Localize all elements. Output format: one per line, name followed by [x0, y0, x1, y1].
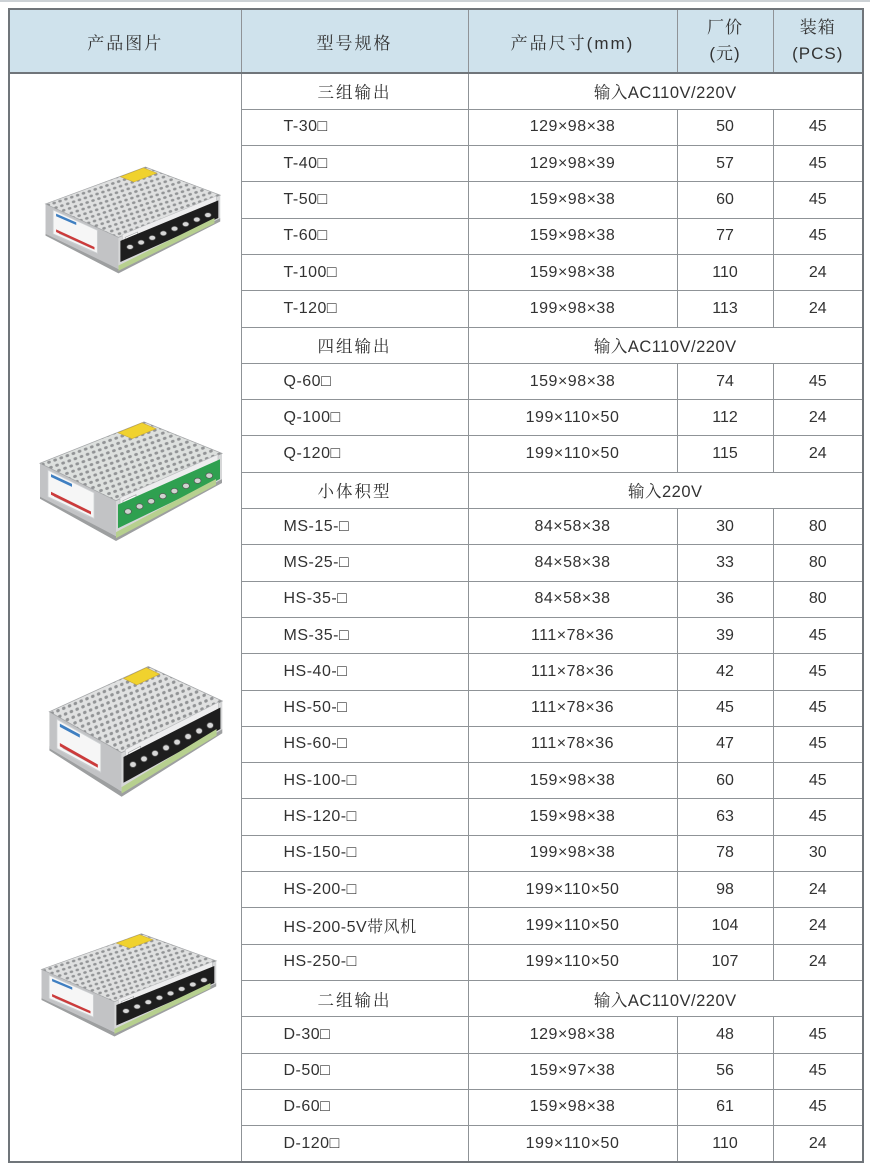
price-value: 78: [677, 835, 773, 871]
section-title: 小体积型: [241, 472, 468, 508]
pcs-value: 45: [773, 799, 863, 835]
model-value: MS-25-□: [241, 545, 468, 581]
price-value: 107: [677, 944, 773, 980]
model-value: T-30□: [241, 109, 468, 145]
price-value: 60: [677, 182, 773, 218]
header-price: [677, 9, 773, 73]
pcs-value: 45: [773, 109, 863, 145]
price-value: 42: [677, 654, 773, 690]
price-value: 61: [677, 1089, 773, 1125]
price-value: 50: [677, 109, 773, 145]
model-value: Q-60□: [241, 363, 468, 399]
model-value: MS-15-□: [241, 509, 468, 545]
price-value: 63: [677, 799, 773, 835]
section-input-voltage: 输入220V: [468, 472, 863, 508]
price-value: 110: [677, 254, 773, 290]
size-value: 84×58×38: [468, 509, 677, 545]
header-product-image: 产品图片: [9, 9, 241, 73]
pcs-value: 45: [773, 654, 863, 690]
size-value: 159×98×38: [468, 363, 677, 399]
pcs-value: 24: [773, 1126, 863, 1162]
size-value: 111×78×36: [468, 690, 677, 726]
pcs-value: 80: [773, 581, 863, 617]
pcs-value: 45: [773, 726, 863, 762]
table-body: [9, 73, 863, 1162]
header-packing-line2: (PCS): [792, 44, 844, 63]
price-value: 104: [677, 908, 773, 944]
model-value: HS-50-□: [241, 690, 468, 726]
size-value: 159×97×38: [468, 1053, 677, 1089]
pcs-value: 45: [773, 363, 863, 399]
section-input-voltage: 输入AC110V/220V: [468, 980, 863, 1016]
size-value: 159×98×38: [468, 218, 677, 254]
price-value: 74: [677, 363, 773, 399]
model-value: T-100□: [241, 254, 468, 290]
size-value: 199×110×50: [468, 944, 677, 980]
pcs-value: 30: [773, 835, 863, 871]
header-price-line1: 厂价: [707, 17, 743, 37]
size-value: 159×98×38: [468, 799, 677, 835]
section-title: 四组输出: [241, 327, 468, 363]
price-value: 60: [677, 763, 773, 799]
model-value: HS-120-□: [241, 799, 468, 835]
page-top-divider: [0, 0, 870, 2]
price-value: 115: [677, 436, 773, 472]
header-row: [9, 9, 863, 73]
pcs-value: 80: [773, 545, 863, 581]
pcs-value: 80: [773, 509, 863, 545]
model-value: T-60□: [241, 218, 468, 254]
pcs-value: 45: [773, 617, 863, 653]
model-value: D-120□: [241, 1126, 468, 1162]
section-input-voltage: 输入AC110V/220V: [468, 327, 863, 363]
section-header-row: [9, 73, 863, 109]
price-value: 113: [677, 291, 773, 327]
pcs-value: 45: [773, 182, 863, 218]
price-value: 30: [677, 509, 773, 545]
price-value: 36: [677, 581, 773, 617]
model-value: Q-120□: [241, 436, 468, 472]
size-value: 199×110×50: [468, 1126, 677, 1162]
model-value: HS-200-□: [241, 872, 468, 908]
section-input-voltage: 输入AC110V/220V: [468, 73, 863, 109]
price-value: 57: [677, 146, 773, 182]
pcs-value: 24: [773, 872, 863, 908]
pcs-value: 45: [773, 1053, 863, 1089]
size-value: 199×110×50: [468, 400, 677, 436]
size-value: 84×58×38: [468, 545, 677, 581]
pcs-value: 45: [773, 690, 863, 726]
size-value: 199×110×50: [468, 908, 677, 944]
size-value: 159×98×38: [468, 1089, 677, 1125]
product-price-table: [8, 8, 864, 1163]
power-supply-photo-3: [38, 658, 228, 800]
size-value: 111×78×36: [468, 617, 677, 653]
model-value: T-120□: [241, 291, 468, 327]
size-value: 111×78×36: [468, 726, 677, 762]
header-price-line2: (元): [709, 44, 741, 63]
section-title: 三组输出: [241, 73, 468, 109]
size-value: 199×98×38: [468, 291, 677, 327]
power-supply-photo-1: [34, 160, 226, 276]
header-packing-line1: 装箱: [799, 17, 836, 37]
model-value: HS-150-□: [241, 835, 468, 871]
table-header: [9, 9, 863, 73]
size-value: 199×98×38: [468, 835, 677, 871]
size-value: 84×58×38: [468, 581, 677, 617]
header-model: 型号规格: [241, 9, 468, 73]
price-value: 47: [677, 726, 773, 762]
size-value: 129×98×38: [468, 1017, 677, 1053]
header-packing: [773, 9, 863, 73]
model-value: MS-35-□: [241, 617, 468, 653]
size-value: 129×98×38: [468, 109, 677, 145]
pcs-value: 24: [773, 944, 863, 980]
price-value: 98: [677, 872, 773, 908]
model-value: Q-100□: [241, 400, 468, 436]
price-value: 112: [677, 400, 773, 436]
price-value: 56: [677, 1053, 773, 1089]
size-value: 199×110×50: [468, 436, 677, 472]
model-value: HS-100-□: [241, 763, 468, 799]
model-value: D-50□: [241, 1053, 468, 1089]
size-value: 111×78×36: [468, 654, 677, 690]
model-value: HS-200-5V带风机: [241, 908, 468, 944]
size-value: 159×98×38: [468, 254, 677, 290]
model-value: D-30□: [241, 1017, 468, 1053]
pcs-value: 45: [773, 146, 863, 182]
header-size: 产品尺寸(mm): [468, 9, 677, 73]
product-image-column: [9, 73, 241, 1162]
price-value: 110: [677, 1126, 773, 1162]
power-supply-photo-4: [30, 927, 222, 1039]
section-title: 二组输出: [241, 980, 468, 1016]
pcs-value: 24: [773, 908, 863, 944]
price-value: 33: [677, 545, 773, 581]
pcs-value: 45: [773, 1089, 863, 1125]
price-value: 45: [677, 690, 773, 726]
pcs-value: 45: [773, 218, 863, 254]
pcs-value: 45: [773, 763, 863, 799]
size-value: 129×98×39: [468, 146, 677, 182]
model-value: HS-40-□: [241, 654, 468, 690]
pcs-value: 24: [773, 291, 863, 327]
power-supply-photo-2: [28, 414, 228, 544]
size-value: 159×98×38: [468, 763, 677, 799]
pcs-value: 24: [773, 436, 863, 472]
model-value: HS-60-□: [241, 726, 468, 762]
pcs-value: 45: [773, 1017, 863, 1053]
model-value: T-40□: [241, 146, 468, 182]
size-value: 159×98×38: [468, 182, 677, 218]
model-value: T-50□: [241, 182, 468, 218]
price-value: 48: [677, 1017, 773, 1053]
model-value: HS-250-□: [241, 944, 468, 980]
price-value: 39: [677, 617, 773, 653]
price-value: 77: [677, 218, 773, 254]
model-value: HS-35-□: [241, 581, 468, 617]
pcs-value: 24: [773, 400, 863, 436]
size-value: 199×110×50: [468, 872, 677, 908]
pcs-value: 24: [773, 254, 863, 290]
model-value: D-60□: [241, 1089, 468, 1125]
